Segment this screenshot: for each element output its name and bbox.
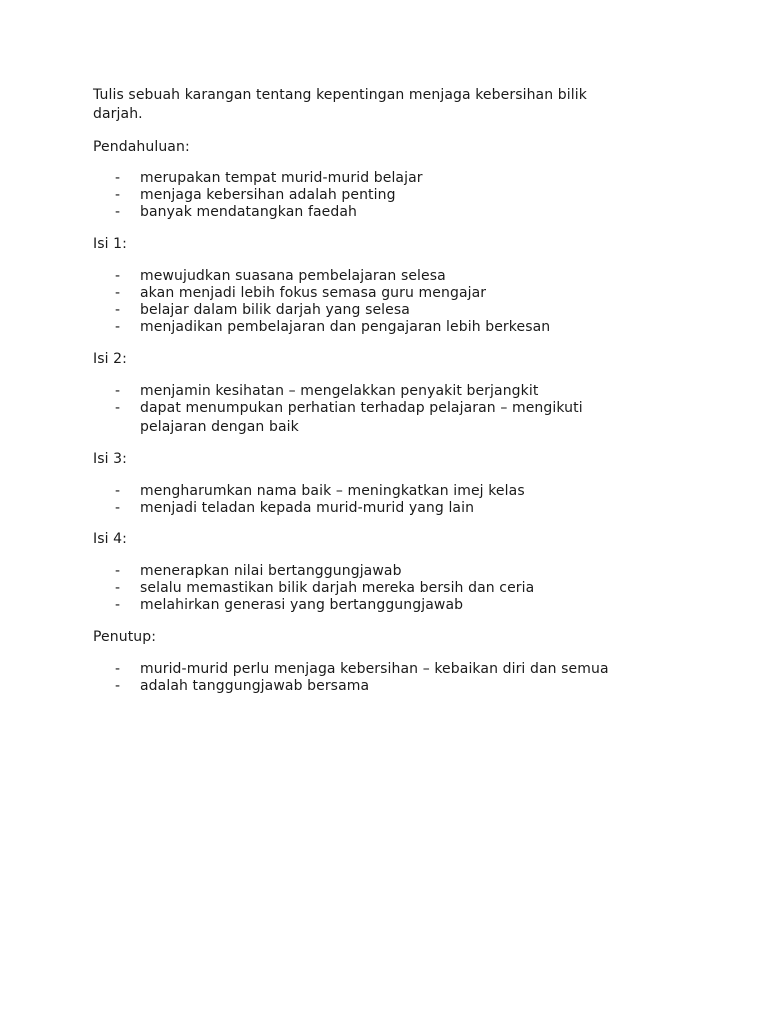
section-heading: Isi 2: [93, 351, 127, 367]
bullet-dash: - [115, 204, 121, 220]
list-item-text: mewujudkan suasana pembelajaran selesa [140, 268, 446, 284]
list-item-text: menjaga kebersihan adalah penting [140, 187, 396, 203]
list-item-text: banyak mendatangkan faedah [140, 204, 358, 220]
document-title-line-1: Tulis sebuah karangan tentang kepentingan menjaga kebersihan bilik [93, 87, 587, 103]
bullet-dash: - [115, 383, 121, 399]
list-item-text: menjadi teladan kepada murid-murid yang lain [140, 500, 475, 516]
bullet-dash: - [115, 319, 121, 335]
bullet-dash: - [115, 268, 121, 284]
list-item-text: mengharumkan nama baik – meningkatkan imej kelas [140, 483, 525, 499]
bullet-dash: - [115, 285, 121, 301]
list-item-text: melahirkan generasi yang bertanggungjawab [140, 597, 464, 613]
list-item-text: murid-murid perlu menjaga kebersihan – kebaikan diri dan semua [140, 661, 609, 677]
bullet-dash: - [115, 400, 121, 416]
bullet-dash: - [115, 597, 121, 613]
bullet-dash: - [115, 483, 121, 499]
list-item-text: belajar dalam bilik darjah yang selesa [140, 302, 410, 318]
section-heading: Penutup: [93, 629, 157, 645]
bullet-dash: - [115, 661, 121, 677]
bullet-dash: - [115, 563, 121, 579]
list-item-text: selalu memastikan bilik darjah mereka bersih dan ceria [140, 580, 535, 596]
section-heading: Isi 4: [93, 531, 127, 547]
document-title-line-2: darjah. [93, 106, 143, 122]
bullet-dash: - [115, 187, 121, 203]
bullet-dash: - [115, 170, 121, 186]
list-item-text: akan menjadi lebih fokus semasa guru mengajar [140, 285, 487, 301]
list-item-text: menjamin kesihatan – mengelakkan penyakit berjangkit [140, 383, 539, 399]
list-item-text: pelajaran dengan baik [140, 419, 299, 435]
list-item-text: menerapkan nilai bertanggungjawab [140, 563, 402, 579]
section-heading: Isi 1: [93, 236, 127, 252]
list-item-text: adalah tanggungjawab bersama [140, 678, 370, 694]
list-item-text: dapat menumpukan perhatian terhadap pelajaran – mengikuti [140, 400, 583, 416]
bullet-dash: - [115, 678, 121, 694]
section-heading: Isi 3: [93, 451, 127, 467]
section-heading: Pendahuluan: [93, 139, 190, 155]
bullet-dash: - [115, 302, 121, 318]
list-item-text: menjadikan pembelajaran dan pengajaran lebih berkesan [140, 319, 551, 335]
list-item-text: merupakan tempat murid-murid belajar [140, 170, 423, 186]
bullet-dash: - [115, 580, 121, 596]
bullet-dash: - [115, 500, 121, 516]
